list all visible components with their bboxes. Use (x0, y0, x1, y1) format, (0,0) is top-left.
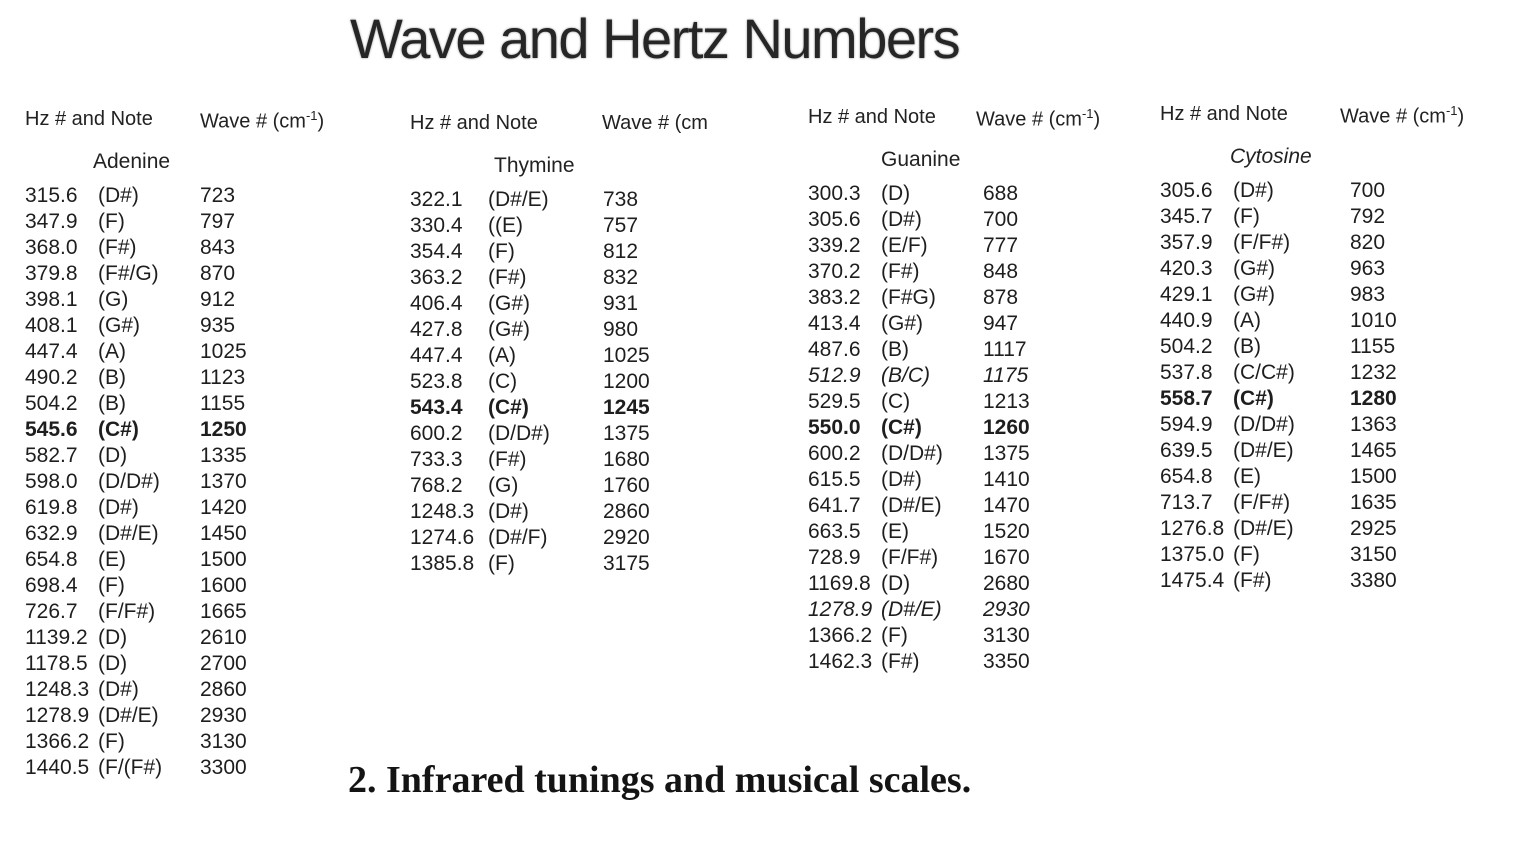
note-value: (G#) (1233, 283, 1275, 306)
hz-value: 733.3 (410, 448, 463, 471)
note-value: (F#) (1233, 569, 1272, 592)
hz-value: 363.2 (410, 266, 463, 289)
wave-number-value: 1010 (1350, 309, 1397, 332)
wave-number-value: 1280 (1350, 387, 1397, 410)
hz-value: 408.1 (25, 314, 78, 337)
hz-value: 427.8 (410, 318, 463, 341)
hz-value: 558.7 (1160, 387, 1213, 410)
wave-number-header: Wave # $(cm^{-1})$ (976, 106, 1101, 131)
wave-number-value: 2860 (200, 678, 247, 701)
note-value: (D#) (98, 184, 139, 207)
hz-value: 420.3 (1160, 257, 1213, 280)
wave-number-value: 1375 (983, 442, 1030, 465)
note-value: (G#) (1233, 257, 1275, 280)
hz-value: 1366.2 (25, 730, 90, 753)
wave-number-value: 1232 (1350, 361, 1397, 384)
hz-value: 1248.3 (410, 500, 475, 523)
note-value: (D) (881, 572, 911, 595)
wave-number-value: 1213 (983, 390, 1030, 413)
note-value: (F#) (488, 448, 527, 471)
note-value: (C#) (1233, 387, 1274, 410)
note-value: (D#/E) (1233, 439, 1294, 462)
wave-number-value: 2930 (983, 598, 1030, 621)
nucleotide-label: Cytosine (1230, 145, 1312, 168)
wave-number-value: 738 (603, 188, 639, 211)
hz-value: 447.4 (25, 340, 78, 363)
hz-value: 1248.3 (25, 678, 90, 701)
hz-value: 383.2 (808, 286, 861, 309)
table-cytosine (1160, 103, 1500, 613)
wave-number-value: 3300 (200, 756, 247, 779)
hz-value: 654.8 (25, 548, 78, 571)
note-value: (F) (98, 210, 125, 233)
note-value: (D/D#) (488, 422, 550, 445)
note-value: (F#) (488, 266, 527, 289)
wave-number-value: 1465 (1350, 439, 1397, 462)
wave-number-value: 1410 (983, 468, 1030, 491)
wave-number-value: 1665 (200, 600, 247, 623)
note-value: (E) (1233, 465, 1261, 488)
hz-value: 413.4 (808, 312, 861, 335)
wave-number-value: 1155 (200, 392, 246, 415)
hz-value: 619.8 (25, 496, 78, 519)
hz-note-header: Hz # and Note (410, 112, 538, 134)
hz-value: 305.6 (808, 208, 861, 231)
hz-note-header: Hz # and Note (808, 106, 936, 128)
hz-value: 305.6 (1160, 179, 1213, 202)
wave-number-value: 2925 (1350, 517, 1397, 540)
hz-value: 1169.8 (808, 572, 871, 595)
hz-value: 1366.2 (808, 624, 873, 647)
wave-number-value: 820 (1350, 231, 1386, 254)
note-value: (D#) (98, 496, 139, 519)
wave-number-value: 1680 (603, 448, 650, 471)
note-value: (F) (488, 552, 515, 575)
wave-number-value: 1420 (200, 496, 247, 519)
hz-value: 429.1 (1160, 283, 1213, 306)
note-value: (D#/E) (98, 522, 159, 545)
wave-number-value: 1450 (200, 522, 247, 545)
hz-value: 339.2 (808, 234, 861, 257)
note-value: (D#) (881, 208, 922, 231)
note-value: (C) (488, 370, 518, 393)
note-value: (F/F#) (881, 546, 939, 569)
note-value: (C) (881, 390, 911, 413)
note-value: (F/F#) (1233, 231, 1291, 254)
wave-number-value: 832 (603, 266, 639, 289)
note-value: (F#) (98, 236, 137, 259)
note-value: (E/F) (881, 234, 928, 257)
hz-value: 1440.5 (25, 756, 90, 779)
note-value: ((E) (488, 214, 523, 237)
wave-number-header: Wave # (cm (602, 112, 708, 134)
wave-number-value: 812 (603, 240, 639, 263)
note-value: (D#/E) (881, 494, 942, 517)
hz-value: 315.6 (25, 184, 78, 207)
hz-value: 368.0 (25, 236, 78, 259)
hz-value: 639.5 (1160, 439, 1213, 462)
wave-number-value: 1370 (200, 470, 247, 493)
wave-number-value: 1760 (603, 474, 650, 497)
hz-value: 663.5 (808, 520, 861, 543)
wave-number-value: 1175 (983, 364, 1029, 387)
hz-value: 598.0 (25, 470, 78, 493)
wave-number-header: Wave # $(cm^{-1})$ (1340, 103, 1465, 128)
hz-value: 504.2 (25, 392, 78, 415)
hz-value: 1178.5 (25, 652, 88, 675)
wave-number-value: 3150 (1350, 543, 1397, 566)
note-value: (D#) (1233, 179, 1274, 202)
note-value: (G#) (98, 314, 140, 337)
nucleotide-label: Adenine (93, 150, 171, 173)
note-value: (B) (881, 338, 909, 361)
wave-number-value: 963 (1350, 257, 1386, 280)
hz-value: 330.4 (410, 214, 463, 237)
hz-value: 1278.9 (25, 704, 90, 727)
note-value: (A) (1233, 309, 1261, 332)
hz-value: 594.9 (1160, 413, 1213, 436)
hz-value: 1385.8 (410, 552, 475, 575)
note-value: (G) (488, 474, 519, 497)
nucleotide-label: Guanine (881, 148, 961, 171)
wave-number-value: 2700 (200, 652, 247, 675)
wave-number-value: 931 (603, 292, 639, 315)
note-value: (C#) (881, 416, 922, 439)
note-value: (F) (1233, 205, 1260, 228)
wave-number-value: 1335 (200, 444, 247, 467)
wave-number-value: 3380 (1350, 569, 1397, 592)
wave-number-value: 757 (603, 214, 639, 237)
hz-value: 615.5 (808, 468, 861, 491)
wave-number-value: 2680 (983, 572, 1030, 595)
hz-value: 1276.8 (1160, 517, 1225, 540)
note-value: (F#) (881, 260, 920, 283)
note-value: (F) (488, 240, 515, 263)
wave-number-value: 878 (983, 286, 1019, 309)
note-value: (C#) (488, 396, 529, 419)
wave-number-value: 947 (983, 312, 1019, 335)
hz-value: 632.9 (25, 522, 78, 545)
hz-value: 379.8 (25, 262, 78, 285)
note-value: (D) (881, 182, 911, 205)
hz-value: 398.1 (25, 288, 78, 311)
wave-number-value: 980 (603, 318, 639, 341)
hz-value: 726.7 (25, 600, 78, 623)
hz-value: 512.9 (808, 364, 861, 387)
wave-number-value: 2610 (200, 626, 247, 649)
note-value: (F#G) (881, 286, 936, 309)
nucleotide-label: Thymine (494, 154, 575, 177)
note-value: (D#) (881, 468, 922, 491)
wave-number-value: 1670 (983, 546, 1030, 569)
wave-number-value: 797 (200, 210, 236, 233)
note-value: (A) (488, 344, 516, 367)
hz-value: 357.9 (1160, 231, 1213, 254)
hz-value: 523.8 (410, 370, 463, 393)
note-value: (F/F#) (98, 600, 156, 623)
table-thymine (410, 112, 720, 592)
hz-value: 543.4 (410, 396, 463, 419)
hz-value: 300.3 (808, 182, 861, 205)
wave-number-value: 1500 (1350, 465, 1397, 488)
wave-number-value: 1260 (983, 416, 1030, 439)
note-value: (D) (98, 626, 128, 649)
note-value: (A) (98, 340, 126, 363)
note-value: (F#/G) (98, 262, 159, 285)
note-value: (B) (98, 366, 126, 389)
note-value: (D) (98, 652, 128, 675)
note-value: (F) (98, 574, 125, 597)
wave-number-value: 1363 (1350, 413, 1397, 436)
hz-note-header: Hz # and Note (1160, 103, 1288, 125)
note-value: (F#) (881, 650, 920, 673)
wave-number-value: 1025 (603, 344, 650, 367)
hz-value: 322.1 (410, 188, 463, 211)
wave-number-value: 3130 (983, 624, 1030, 647)
note-value: (C#) (98, 418, 139, 441)
wave-number-value: 935 (200, 314, 236, 337)
hz-value: 370.2 (808, 260, 861, 283)
hz-value: 537.8 (1160, 361, 1213, 384)
note-value: (B) (98, 392, 126, 415)
hz-value: 698.4 (25, 574, 78, 597)
hz-value: 550.0 (808, 416, 861, 439)
wave-number-value: 3175 (603, 552, 650, 575)
note-value: (D/D#) (98, 470, 160, 493)
hz-value: 582.7 (25, 444, 78, 467)
hz-value: 354.4 (410, 240, 463, 263)
note-value: (B) (1233, 335, 1261, 358)
wave-number-value: 1245 (603, 396, 650, 419)
hz-value: 728.9 (808, 546, 861, 569)
wave-number-value: 1635 (1350, 491, 1397, 514)
wave-number-value: 843 (200, 236, 236, 259)
table-adenine (25, 108, 355, 788)
wave-number-value: 1470 (983, 494, 1030, 517)
note-value: (G) (98, 288, 129, 311)
note-value: (B/C) (881, 364, 930, 387)
note-value: (D#/F) (488, 526, 548, 549)
hz-value: 1475.4 (1160, 569, 1225, 592)
wave-number-value: 1200 (603, 370, 650, 393)
wave-number-value: 2920 (603, 526, 650, 549)
hz-value: 1274.6 (410, 526, 475, 549)
note-value: (F) (881, 624, 908, 647)
note-value: (D/D#) (1233, 413, 1295, 436)
wave-number-value: 1600 (200, 574, 247, 597)
note-value: (F/F#) (1233, 491, 1291, 514)
hz-value: 347.9 (25, 210, 78, 233)
wave-number-value: 3130 (200, 730, 247, 753)
wave-number-value: 1250 (200, 418, 247, 441)
wave-number-value: 870 (200, 262, 236, 285)
wave-number-value: 1375 (603, 422, 650, 445)
note-value: (G#) (488, 318, 530, 341)
wave-number-value: 2860 (603, 500, 650, 523)
wave-number-value: 983 (1350, 283, 1386, 306)
hz-value: 641.7 (808, 494, 861, 517)
wave-number-value: 792 (1350, 205, 1386, 228)
wave-number-value: 1123 (200, 366, 246, 389)
note-value: (D/D#) (881, 442, 943, 465)
wave-number-value: 700 (1350, 179, 1386, 202)
hz-value: 600.2 (410, 422, 463, 445)
hz-value: 1139.2 (25, 626, 88, 649)
hz-value: 529.5 (808, 390, 861, 413)
hz-value: 406.4 (410, 292, 463, 315)
wave-number-header: Wave # $(cm^{-1})$ (200, 108, 325, 133)
note-value: (G#) (488, 292, 530, 315)
figure-caption: 2. Infrared tunings and musical scales. (348, 759, 972, 801)
note-value: (D#/E) (488, 188, 549, 211)
wave-number-value: 1500 (200, 548, 247, 571)
note-value: (D#/E) (1233, 517, 1294, 540)
wave-number-value: 700 (983, 208, 1019, 231)
hz-value: 490.2 (25, 366, 78, 389)
hz-value: 654.8 (1160, 465, 1213, 488)
note-value: (F/(F#) (98, 756, 163, 779)
hz-value: 447.4 (410, 344, 463, 367)
note-value: (D#/E) (881, 598, 942, 621)
hz-value: 545.6 (25, 418, 78, 441)
note-value: (E) (98, 548, 126, 571)
note-value: (E) (881, 520, 909, 543)
wave-number-value: 688 (983, 182, 1019, 205)
hz-value: 1375.0 (1160, 543, 1225, 566)
note-value: (D#/E) (98, 704, 159, 727)
hz-value: 713.7 (1160, 491, 1213, 514)
hz-value: 600.2 (808, 442, 861, 465)
hz-value: 1278.9 (808, 598, 873, 621)
wave-number-value: 1117 (983, 338, 1027, 361)
hz-note-header: Hz # and Note (25, 108, 153, 130)
hz-value: 487.6 (808, 338, 861, 361)
note-value: (F) (1233, 543, 1260, 566)
wave-number-value: 1155 (1350, 335, 1396, 358)
wave-number-value: 848 (983, 260, 1019, 283)
wave-number-value: 2930 (200, 704, 247, 727)
hz-value: 440.9 (1160, 309, 1213, 332)
hz-value: 768.2 (410, 474, 463, 497)
wave-number-value: 723 (200, 184, 236, 207)
note-value: (F) (98, 730, 125, 753)
page-title: Wave and Hertz Numbers (350, 7, 960, 70)
wave-number-value: 912 (200, 288, 236, 311)
note-value: (D#) (98, 678, 139, 701)
wave-number-value: 1520 (983, 520, 1030, 543)
hz-value: 345.7 (1160, 205, 1213, 228)
note-value: (C/C#) (1233, 361, 1295, 384)
table-guanine (808, 106, 1138, 686)
hz-value: 504.2 (1160, 335, 1213, 358)
wave-number-value: 3350 (983, 650, 1030, 673)
hz-value: 1462.3 (808, 650, 873, 673)
note-value: (G#) (881, 312, 923, 335)
wave-number-value: 777 (983, 234, 1019, 257)
note-value: (D) (98, 444, 128, 467)
wave-number-value: 1025 (200, 340, 247, 363)
note-value: (D#) (488, 500, 529, 523)
